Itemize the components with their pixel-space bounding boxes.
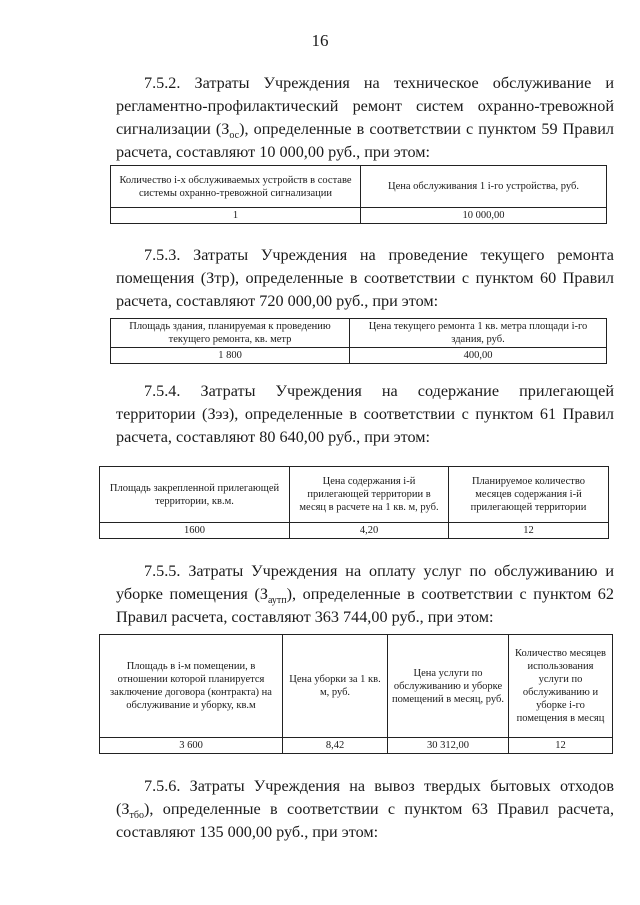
paragraph-7-5-4: 7.5.4. Затраты Учреждения на содержание прилегающей территории (Зэз), определенные в соответствии с пунктом 61 Правил расчета, составляют 80 640,00 руб., при этом: bbox=[116, 382, 614, 446]
table-header-cell: Цена обслуживания 1 i-го устройства, руб. bbox=[361, 166, 607, 208]
table-value-cell: 30 312,00 bbox=[388, 738, 509, 754]
table-value-cell: 1 bbox=[111, 208, 361, 224]
table-header-cell: Цена текущего ремонта 1 кв. метра площади i-го здания, руб. bbox=[350, 319, 607, 348]
table-7-5-4 bbox=[99, 466, 609, 539]
table-header-cell: Планируемое количество месяцев содержания i-й прилегающей территории bbox=[449, 467, 609, 523]
table-header-cell: Количество i-х обслуживаемых устройств в составе системы охранно-тревожной сигнализации bbox=[111, 166, 361, 208]
table-7-5-3 bbox=[110, 318, 607, 364]
table-value-cell: 8,42 bbox=[283, 738, 388, 754]
section-number: 7.5.5. bbox=[144, 562, 181, 580]
section-number: 7.5.3. bbox=[144, 246, 181, 264]
table-value-cell: 10 000,00 bbox=[361, 208, 607, 224]
table-7-5-2 bbox=[110, 165, 607, 224]
table-value-cell: 400,00 bbox=[350, 348, 607, 364]
table-value-cell: 4,20 bbox=[290, 523, 449, 539]
table-header-cell: Площадь закрепленной прилегающей территории, кв.м. bbox=[100, 467, 290, 523]
table-header-cell: Площадь в i-м помещении, в отношении которой планируется заключение договора (контракта) на обслуживание и уборку, кв.м bbox=[100, 635, 283, 738]
table-header-cell: Цена содержания i-й прилегающей территории в месяц в расчете на 1 кв. м, руб. bbox=[290, 467, 449, 523]
paragraph-7-5-6: 7.5.6. Затраты Учреждения на вывоз твердых бытовых отходов $(З_{тбо})$, определенные в соответствии с пунктом 63 Правил расчета, составляют 135 000,00 руб., при этом: bbox=[116, 777, 614, 841]
paragraph-7-5-2: 7.5.2. Затраты Учреждения на техническое обслуживание и регламентно-профилактический ремонт систем охранно-тревожной сигнализации $(З_{ос})$, определенные в соответствии с пунктом 59 Правил расчета, составляют 10 000,00 руб., при этом: bbox=[116, 74, 614, 161]
page-number: 16 bbox=[311, 31, 329, 50]
table-header-cell: Цена услуги по обслуживанию и уборке помещений в месяц, руб. bbox=[388, 635, 509, 738]
table-value-cell: 12 bbox=[509, 738, 613, 754]
section-number: 7.5.4. bbox=[144, 382, 181, 400]
section-number: 7.5.2. bbox=[144, 74, 181, 92]
table-7-5-5 bbox=[99, 634, 613, 754]
paragraph-7-5-5: 7.5.5. Затраты Учреждения на оплату услуг по обслуживанию и уборке помещения $(З_{аутп})$, определенные в соответствии с пунктом 62 Правил расчета, составляют 363 744,00 руб., при этом: bbox=[116, 562, 614, 626]
table-header-cell: Площадь здания, планируемая к проведению текущего ремонта, кв. метр bbox=[111, 319, 350, 348]
section-number: 7.5.6. bbox=[144, 777, 181, 795]
table-value-cell: 12 bbox=[449, 523, 609, 539]
table-value-cell: 3 600 bbox=[100, 738, 283, 754]
paragraph-7-5-3: 7.5.3. Затраты Учреждения на проведение текущего ремонта помещения (Зтр), определенные в соответствии с пунктом 60 Правил расчета, составляют 720 000,00 руб., при этом: bbox=[116, 246, 614, 310]
table-header-cell: Цена уборки за 1 кв. м, руб. bbox=[283, 635, 388, 738]
table-value-cell: 1 800 bbox=[111, 348, 350, 364]
table-header-cell: Количество месяцев использования услуги по обслуживанию и уборке i-го помещения в месяц bbox=[509, 635, 613, 738]
table-value-cell: 1600 bbox=[100, 523, 290, 539]
